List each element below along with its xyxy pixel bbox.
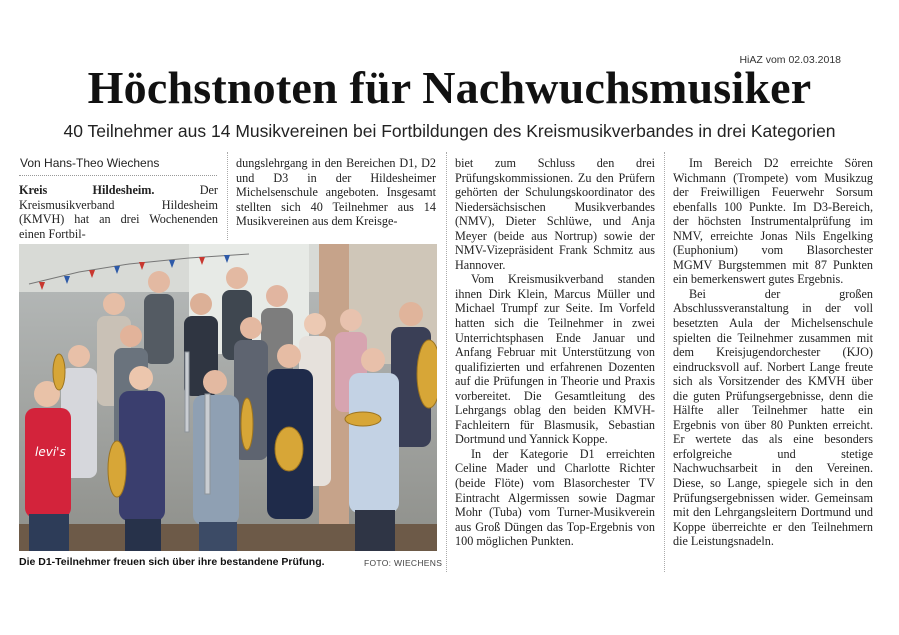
source-line: HiAZ vom 02.03.2018 [739, 54, 841, 66]
column-divider [227, 152, 228, 240]
col4-paragraph-1: Im Bereich D2 erreichte Sören Wichmann (Trompete) vom Musikzug der Freiwilligen Feuerwehr Sorsum ebenfalls 100 Punkte. Im D3-Bereich, der höchsten Instrumentalprüfung im NMV, erreichte Jonas Nils Engelking (Euphonium) vom Blasorchester MGMV Burgstemmen mit 87 Punkten ein bemerkenswert gutes Ergebnis. [673, 156, 873, 287]
col4-paragraph-2: Bei der großen Abschlussveranstaltung in der voll besetzten Aula der Michelsenschule spielten die Teilnehmer zusammen mit dem Kreisjugendorchester (KJO) eindrucksvoll auf. Norbert Lange freute sich als Vorsitzender des KMVH über die guten Prüfungsergebnisse, denn die Hälfte aller Teilnehmer hatte ein Ergebnis von über 80 Punkten erreicht. Er wertete das als eine besonders erfolgreiche und stetige Nachwuchsarbeit in den Vereinen. Diese, so Lange, spiegele sich in den Prüfungsergebnissen wider. Gemeinsam mit den Lehrgangsleitern Dortmund und Koppe überreichte er den Teilnehmern die Leistungsnadeln. [673, 286, 873, 549]
article-column-4 [673, 156, 873, 549]
dateline: Kreis Hildesheim. [19, 183, 155, 197]
column-divider [664, 152, 665, 572]
article-column-1 [19, 183, 218, 241]
headline: Höchstnoten für Nachwuchsmusiker [87, 62, 812, 113]
column-divider [446, 152, 447, 572]
group-photo [19, 244, 437, 551]
col3-paragraph-3: In der Kategorie D1 erreichten Celine Mader und Charlotte Richter (beide Flöte) vom Blasorchester TV Eintracht Algermissen sowie Dagmar Mohr (Tuba) vom Turner-Musikverein aus Groß Düngen das Top-Ergebnis von 100 möglichen Punkten. [455, 446, 655, 549]
byline: Von Hans-Theo Wiechens [20, 156, 160, 170]
byline-rule [19, 175, 217, 176]
article-column-2 [236, 156, 436, 229]
subheadline: 40 Teilnehmer aus 14 Musikvereinen bei Fortbildungen des Kreismusikverbandes in drei Kategorien [63, 121, 836, 141]
shirt-logo: levi's [35, 445, 66, 459]
photo-credit: FOTO: WIECHENS [364, 558, 443, 568]
col1-text: Der Kreismusikverband Hildesheim (KMVH) hat an drei Wochenenden einen Fortbil- [19, 183, 218, 241]
col2-text: dungslehrgang in den Bereichen D1, D2 und D3 in der Hildesheimer Michelsenschule angeboten. Insgesamt stellten sich 40 Teilnehmer aus 14 Musikvereinen aus dem Kreisge- [236, 156, 436, 229]
photo-caption: Die D1-Teilnehmer freuen sich über ihre bestandene Prüfung. [19, 556, 325, 568]
col3-paragraph-2: Vom Kreismusikverband standen ihnen Dirk Klein, Marcus Müller und Michael Trumpf zur Seite. Im Vorfeld hatten sich die Teilnehmer in zwei Unterrichtsphasen Ende Januar und Anfang Februar mit Unterstützung von qualifizierten und erfahrenen Dozenten auf die Prüfungen in Theorie und Praxis vorbereitet. Die Gesamtleitung des Lehrgangs oblag den beiden KMVH-Fachleitern für Blasmusik, Sebastian Dortmund und Yannick Koppe. [455, 272, 655, 447]
article-column-3 [455, 156, 655, 549]
col3-paragraph-1: biet zum Schluss den drei Prüfungskommissionen. Zu den Prüfern gehörten der Schulungskoordinator des Niedersächsischen Musikverbandes (NMV), Dieter Schlüwe, und Anja Meyer (beide aus Nortrup) sowie der NMV-Vizepräsident Frank Schmitz aus Hannover. [455, 156, 655, 272]
